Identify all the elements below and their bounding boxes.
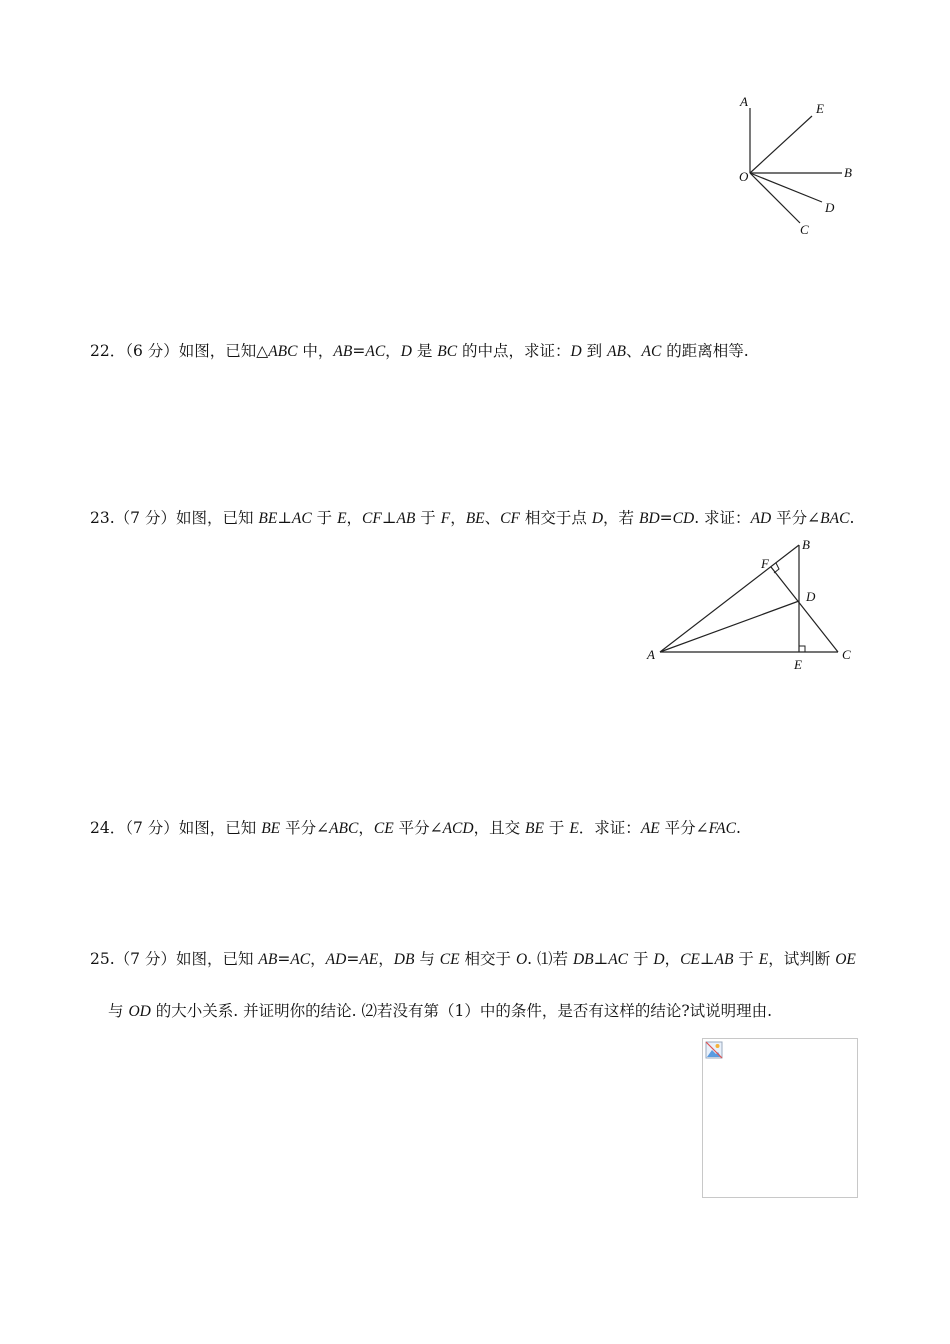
label-o: O (739, 169, 749, 184)
question-24: 24．（7 分）如图，已知 BE 平分∠ABC，CE 平分∠ACD，且交 BE 于 E．求证：AE 平分∠FAC. (90, 819, 741, 837)
question-22: 22．（6 分）如图，已知△ABC 中，AB=AC，D 是 BC 的中点，求证：D 到 AB、AC 的距离相等. (90, 342, 749, 360)
label-d: D (806, 589, 816, 604)
label-e: E (816, 101, 824, 116)
label-d: D (825, 200, 835, 215)
label-c: C (800, 222, 809, 237)
label-a: A (647, 647, 655, 662)
question-25-continued: 与 OD 的大小关系. 并证明你的结论. ⑵若没有第（1）中的条件，是否有这样的结论?试说明理由. (108, 1002, 773, 1020)
question-25: 25.（7 分）如图，已知 AB=AC，AD=AE，DB 与 CE 相交于 O. ⑴若 DB⊥AC 于 D，CE⊥AB 于 E，试判断 OE (90, 950, 856, 968)
figure-triangle-abc (640, 535, 870, 675)
label-f: F (761, 556, 769, 571)
missing-figure-placeholder (702, 1038, 858, 1198)
label-a: A (740, 94, 748, 109)
question-23: 23.（7 分）如图，已知 BE⊥AC 于 E，CF⊥AB 于 F，BE、CF 相交于点 D，若 BD=CD. 求证：AD 平分∠BAC. (90, 509, 855, 527)
label-c: C (842, 647, 851, 662)
label-b: B (802, 537, 810, 552)
broken-image-icon (705, 1041, 723, 1059)
figure-rays-from-o (730, 90, 860, 240)
label-e: E (794, 657, 802, 672)
label-b: B (844, 165, 852, 180)
